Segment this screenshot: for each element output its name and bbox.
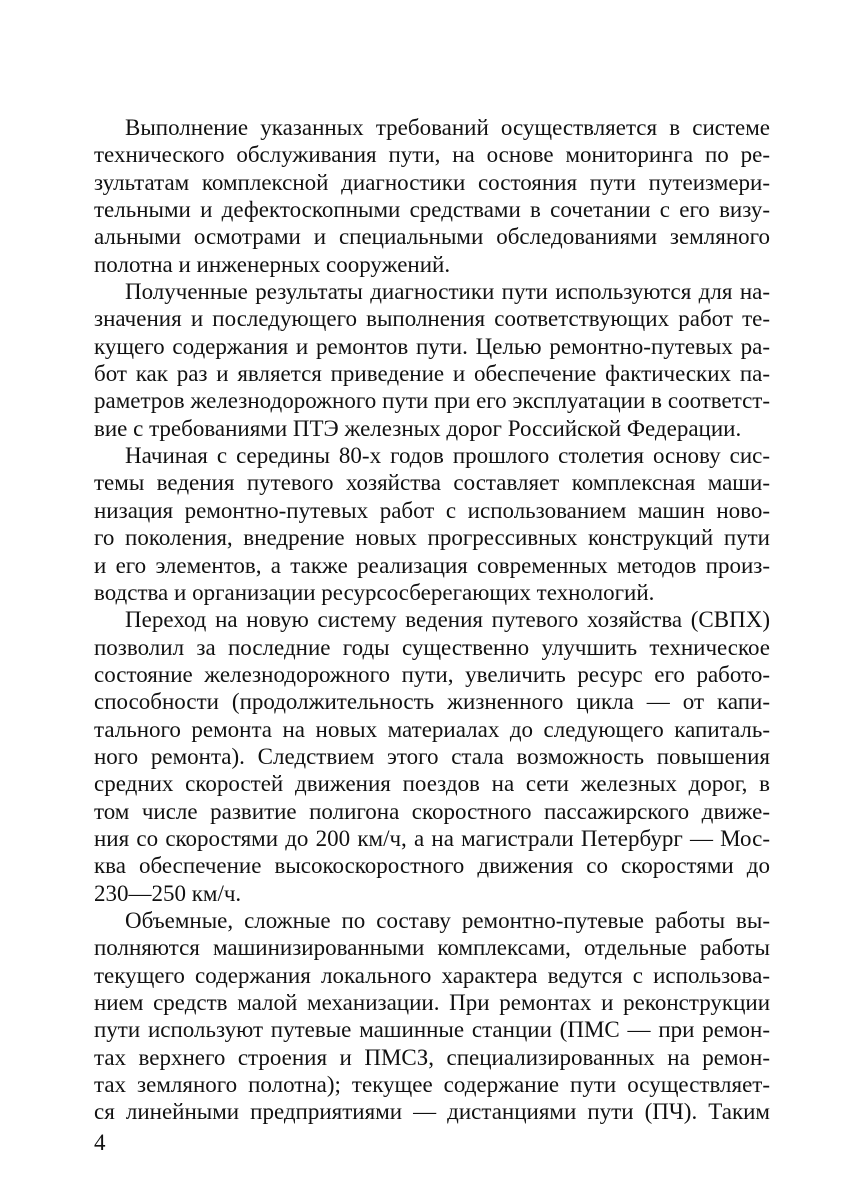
text-line: позволил за последние годы существенно улучшить техническое (94, 634, 770, 660)
text-line: состояние железнодорожного пути, увеличить ресурс его работо- (94, 661, 770, 687)
paragraph (94, 114, 770, 278)
text-line: го поколения, внедрение новых прогрессивных конструкций пути (94, 525, 770, 551)
paragraph (94, 907, 770, 1126)
text-line: тах земляного полотна); текущее содержание пути осуществляет- (94, 1072, 770, 1098)
text-line: раметров железнодорожного пути при его эксплуатации в соответст- (94, 388, 770, 414)
paragraph (94, 278, 770, 442)
paragraph (94, 442, 770, 606)
text-line: низация ремонтно-путевых работ с использованием машин ново- (94, 497, 770, 523)
text-line: тального ремонта на новых материалах до следующего капиталь- (94, 716, 770, 742)
page-number: 4 (94, 1130, 106, 1155)
text-line: вие с требованиями ПТЭ железных дорог Российской Федерации. (94, 415, 742, 441)
text-line: Начиная с середины 80-х годов прошлого столетия основу сис- (125, 443, 770, 469)
text-line: полотна и инженерных сооружений. (94, 251, 451, 277)
text-line: ся линейными предприятиями — дистанциями пути (ПЧ). Таким (94, 1099, 770, 1125)
text-line: ного ремонта). Следствием этого стала возможность повышения (94, 743, 770, 769)
text-line: Выполнение указанных требований осуществляется в системе (125, 115, 770, 140)
text-line: значения и последующего выполнения соответствующих работ те- (94, 306, 770, 332)
text-line: пути используют путевые машинные станции (ПМС — при ремон- (94, 1017, 770, 1043)
text-line: Переход на новую систему ведения путевого хозяйства (СВПХ) (125, 607, 770, 633)
text-line: кущего содержания и ремонтов пути. Целью ремонтно-путевых ра- (94, 333, 770, 359)
text-line: тельными и дефектоскопными средствами в сочетании с его визу- (94, 197, 770, 223)
page-body-text (94, 114, 770, 1126)
text-line: полняются машинизированными комплексами, отдельные работы (94, 935, 770, 961)
text-line: средних скоростей движения поездов на сети железных дорог, в (94, 771, 770, 797)
text-line: альными осмотрами и специальными обследованиями земляного (94, 224, 770, 250)
text-line: тах верхнего строения и ПМСЗ, специализированных на ремон- (94, 1044, 770, 1070)
text-line: бот как раз и является приведение и обеспечение фактических па- (94, 361, 770, 387)
text-line: Объемные, сложные по составу ремонтно-путевые работы вы- (125, 907, 770, 933)
text-line: темы ведения путевого хозяйства составляет комплексная маши- (94, 470, 770, 496)
text-line: ния со скоростями до 200 км/ч, а на магистрали Петербург — Мос- (94, 825, 770, 851)
text-line: и его элементов, а также реализация современных методов произ- (94, 552, 770, 578)
text-line: способности (продолжительность жизненного цикла — от капи- (94, 689, 770, 715)
text-line: Полученные результаты диагностики пути используются для на- (125, 279, 770, 305)
text-line: текущего содержания локального характера ведутся с использова- (94, 962, 770, 988)
text-line: технического обслуживания пути, на основе мониторинга по ре- (94, 142, 770, 168)
text-line: зультатам комплексной диагностики состояния пути путеизмери- (94, 169, 770, 195)
text-line: 230—250 км/ч. (94, 880, 242, 906)
text-line: водства и организации ресурсосберегающих технологий. (94, 579, 655, 605)
text-line: нием средств малой механизации. При ремонтах и реконструкции (94, 990, 770, 1015)
paragraph (94, 606, 770, 907)
text-line: ква обеспечение высокоскоростного движения со скоростями до (94, 853, 770, 879)
text-line: том числе развитие полигона скоростного пассажирского движе- (94, 798, 770, 824)
